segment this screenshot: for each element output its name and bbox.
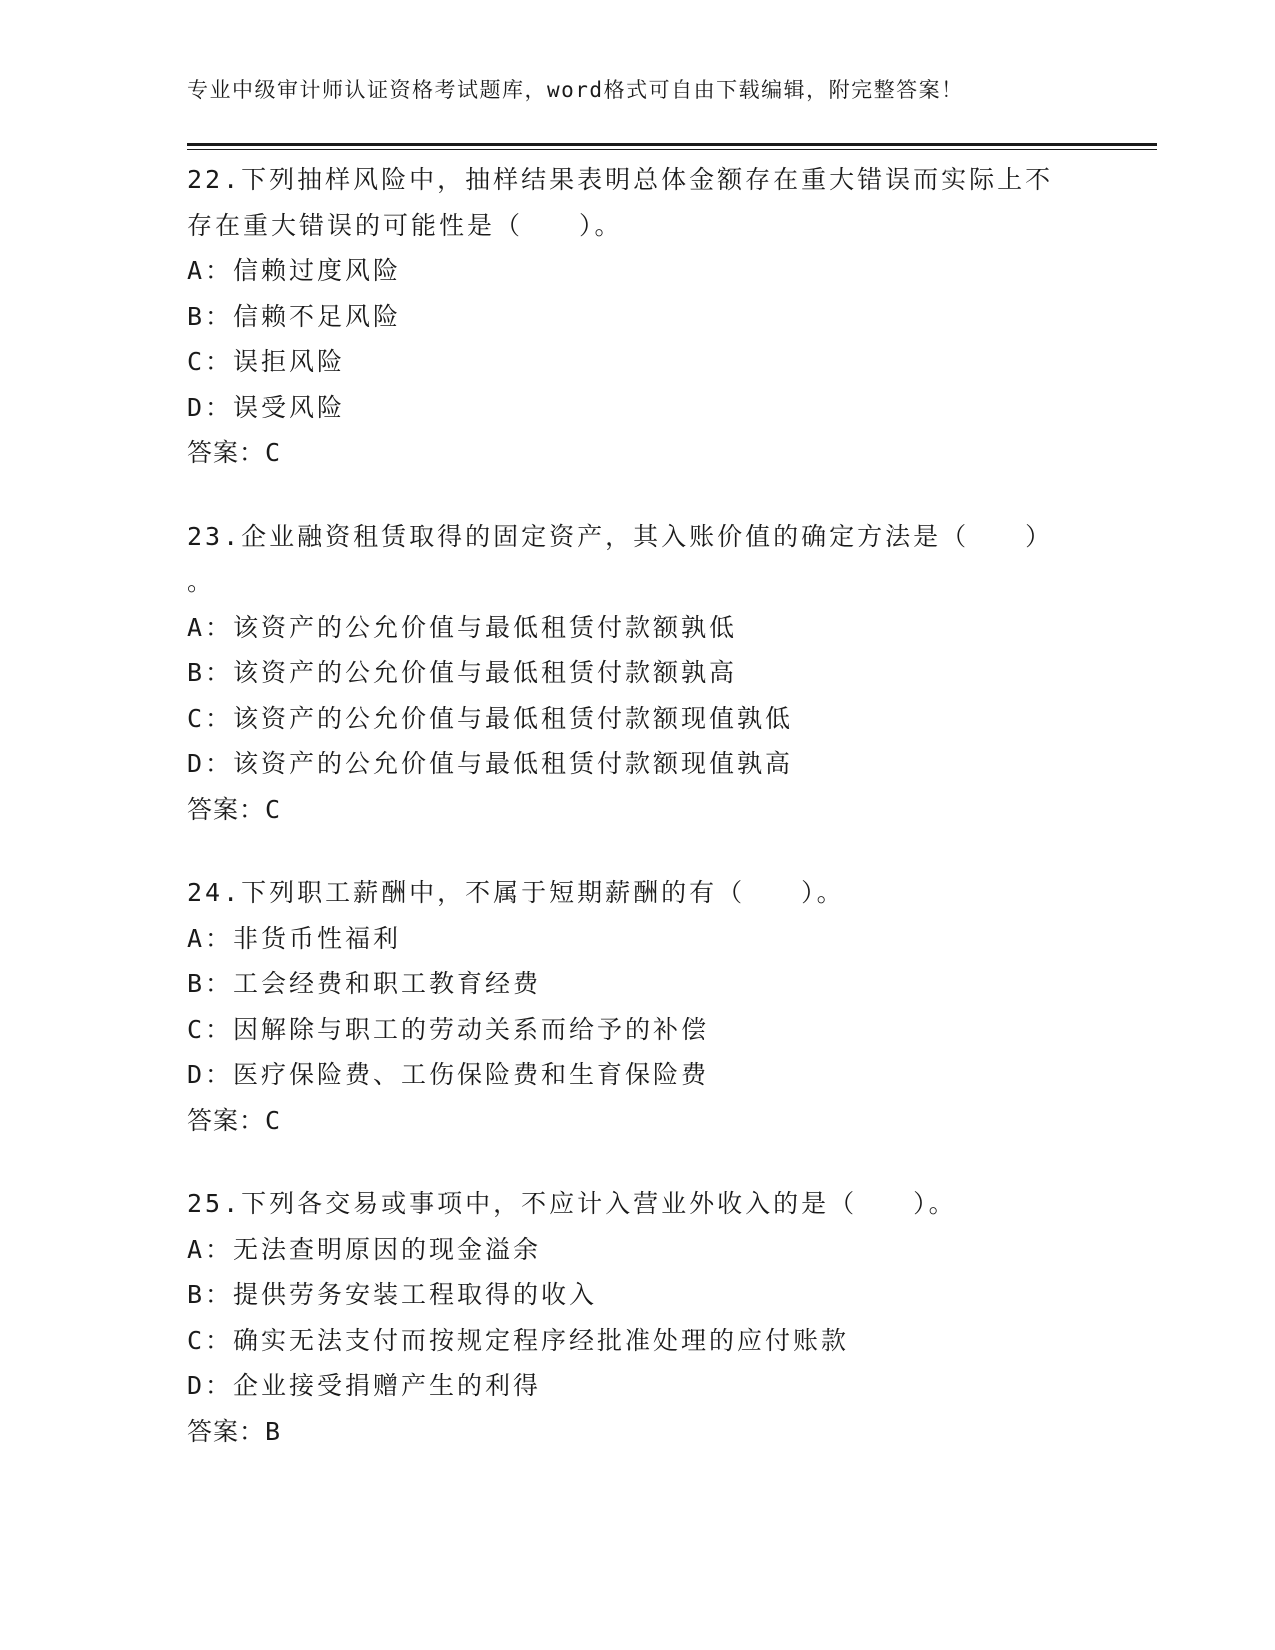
answer-label: 答案：: [187, 438, 266, 467]
option-d: D：医疗保险费、工伤保险费和生育保险费: [187, 1060, 710, 1089]
question-stem: [187, 1181, 1157, 1227]
option-b: B：提供劳务安装工程取得的收入: [187, 1280, 598, 1309]
question-24: [187, 870, 1157, 1143]
answer-line: [187, 1098, 1157, 1144]
answer-value: C: [265, 794, 282, 824]
option-c: C：误拒风险: [187, 347, 346, 376]
option-a: A：非货币性福利: [187, 923, 402, 953]
stem-line: 25.下列各交易或事项中，不应计入营业外收入的是（ ）。: [187, 1189, 957, 1218]
question-stem: [187, 157, 1157, 248]
page-header: 专业中级审计师认证资格考试题库，word格式可自由下载编辑，附完整答案！: [187, 78, 964, 102]
answer-value: C: [265, 438, 282, 467]
question-stem: [187, 514, 1157, 605]
answer-line: [187, 787, 1157, 833]
option-b: B：该资产的公允价值与最低租赁付款额孰高: [187, 658, 738, 687]
header-rule-thin: [187, 149, 1157, 150]
option-d: D：该资产的公允价值与最低租赁付款额现值孰高: [187, 749, 794, 778]
option-c: C：该资产的公允价值与最低租赁付款额现值孰低: [187, 703, 794, 733]
stem-line: 。: [187, 567, 216, 596]
answer-value: C: [265, 1105, 282, 1135]
option-a: A：信赖过度风险: [187, 256, 402, 285]
option-a: A：无法查明原因的现金溢余: [187, 1234, 542, 1264]
question-stem: [187, 870, 1157, 916]
option-a: A：该资产的公允价值与最低租赁付款额孰低: [187, 612, 738, 642]
answer-line: [187, 430, 1157, 476]
answer-label: 答案：: [187, 1416, 266, 1446]
stem-line: 23.企业融资租赁取得的固定资产，其入账价值的确定方法是（ ）: [187, 521, 1054, 551]
answer-line: [187, 1409, 1157, 1455]
stem-line: 22.下列抽样风险中，抽样结果表明总体金额存在重大错误而实际上不: [187, 165, 1054, 194]
question-22: [187, 157, 1157, 476]
header-rule-thick: [187, 143, 1157, 146]
option-c: C：确实无法支付而按规定程序经批准处理的应付账款: [187, 1325, 850, 1355]
stem-line: 存在重大错误的可能性是（ ）。: [187, 210, 623, 240]
answer-value: B: [265, 1416, 282, 1446]
option-c: C：因解除与职工的劳动关系而给予的补偿: [187, 1014, 710, 1044]
option-d: D：误受风险: [187, 392, 346, 422]
answer-label: 答案：: [187, 1105, 266, 1135]
answer-label: 答案：: [187, 794, 266, 824]
option-b: B：工会经费和职工教育经费: [187, 969, 542, 998]
option-b: B：信赖不足风险: [187, 301, 402, 331]
question-23: [187, 514, 1157, 833]
question-25: [187, 1181, 1157, 1454]
question-list: [187, 157, 1157, 1492]
option-d: D：企业接受捐赠产生的利得: [187, 1371, 542, 1400]
stem-line: 24.下列职工薪酬中，不属于短期薪酬的有（ ）。: [187, 878, 845, 907]
